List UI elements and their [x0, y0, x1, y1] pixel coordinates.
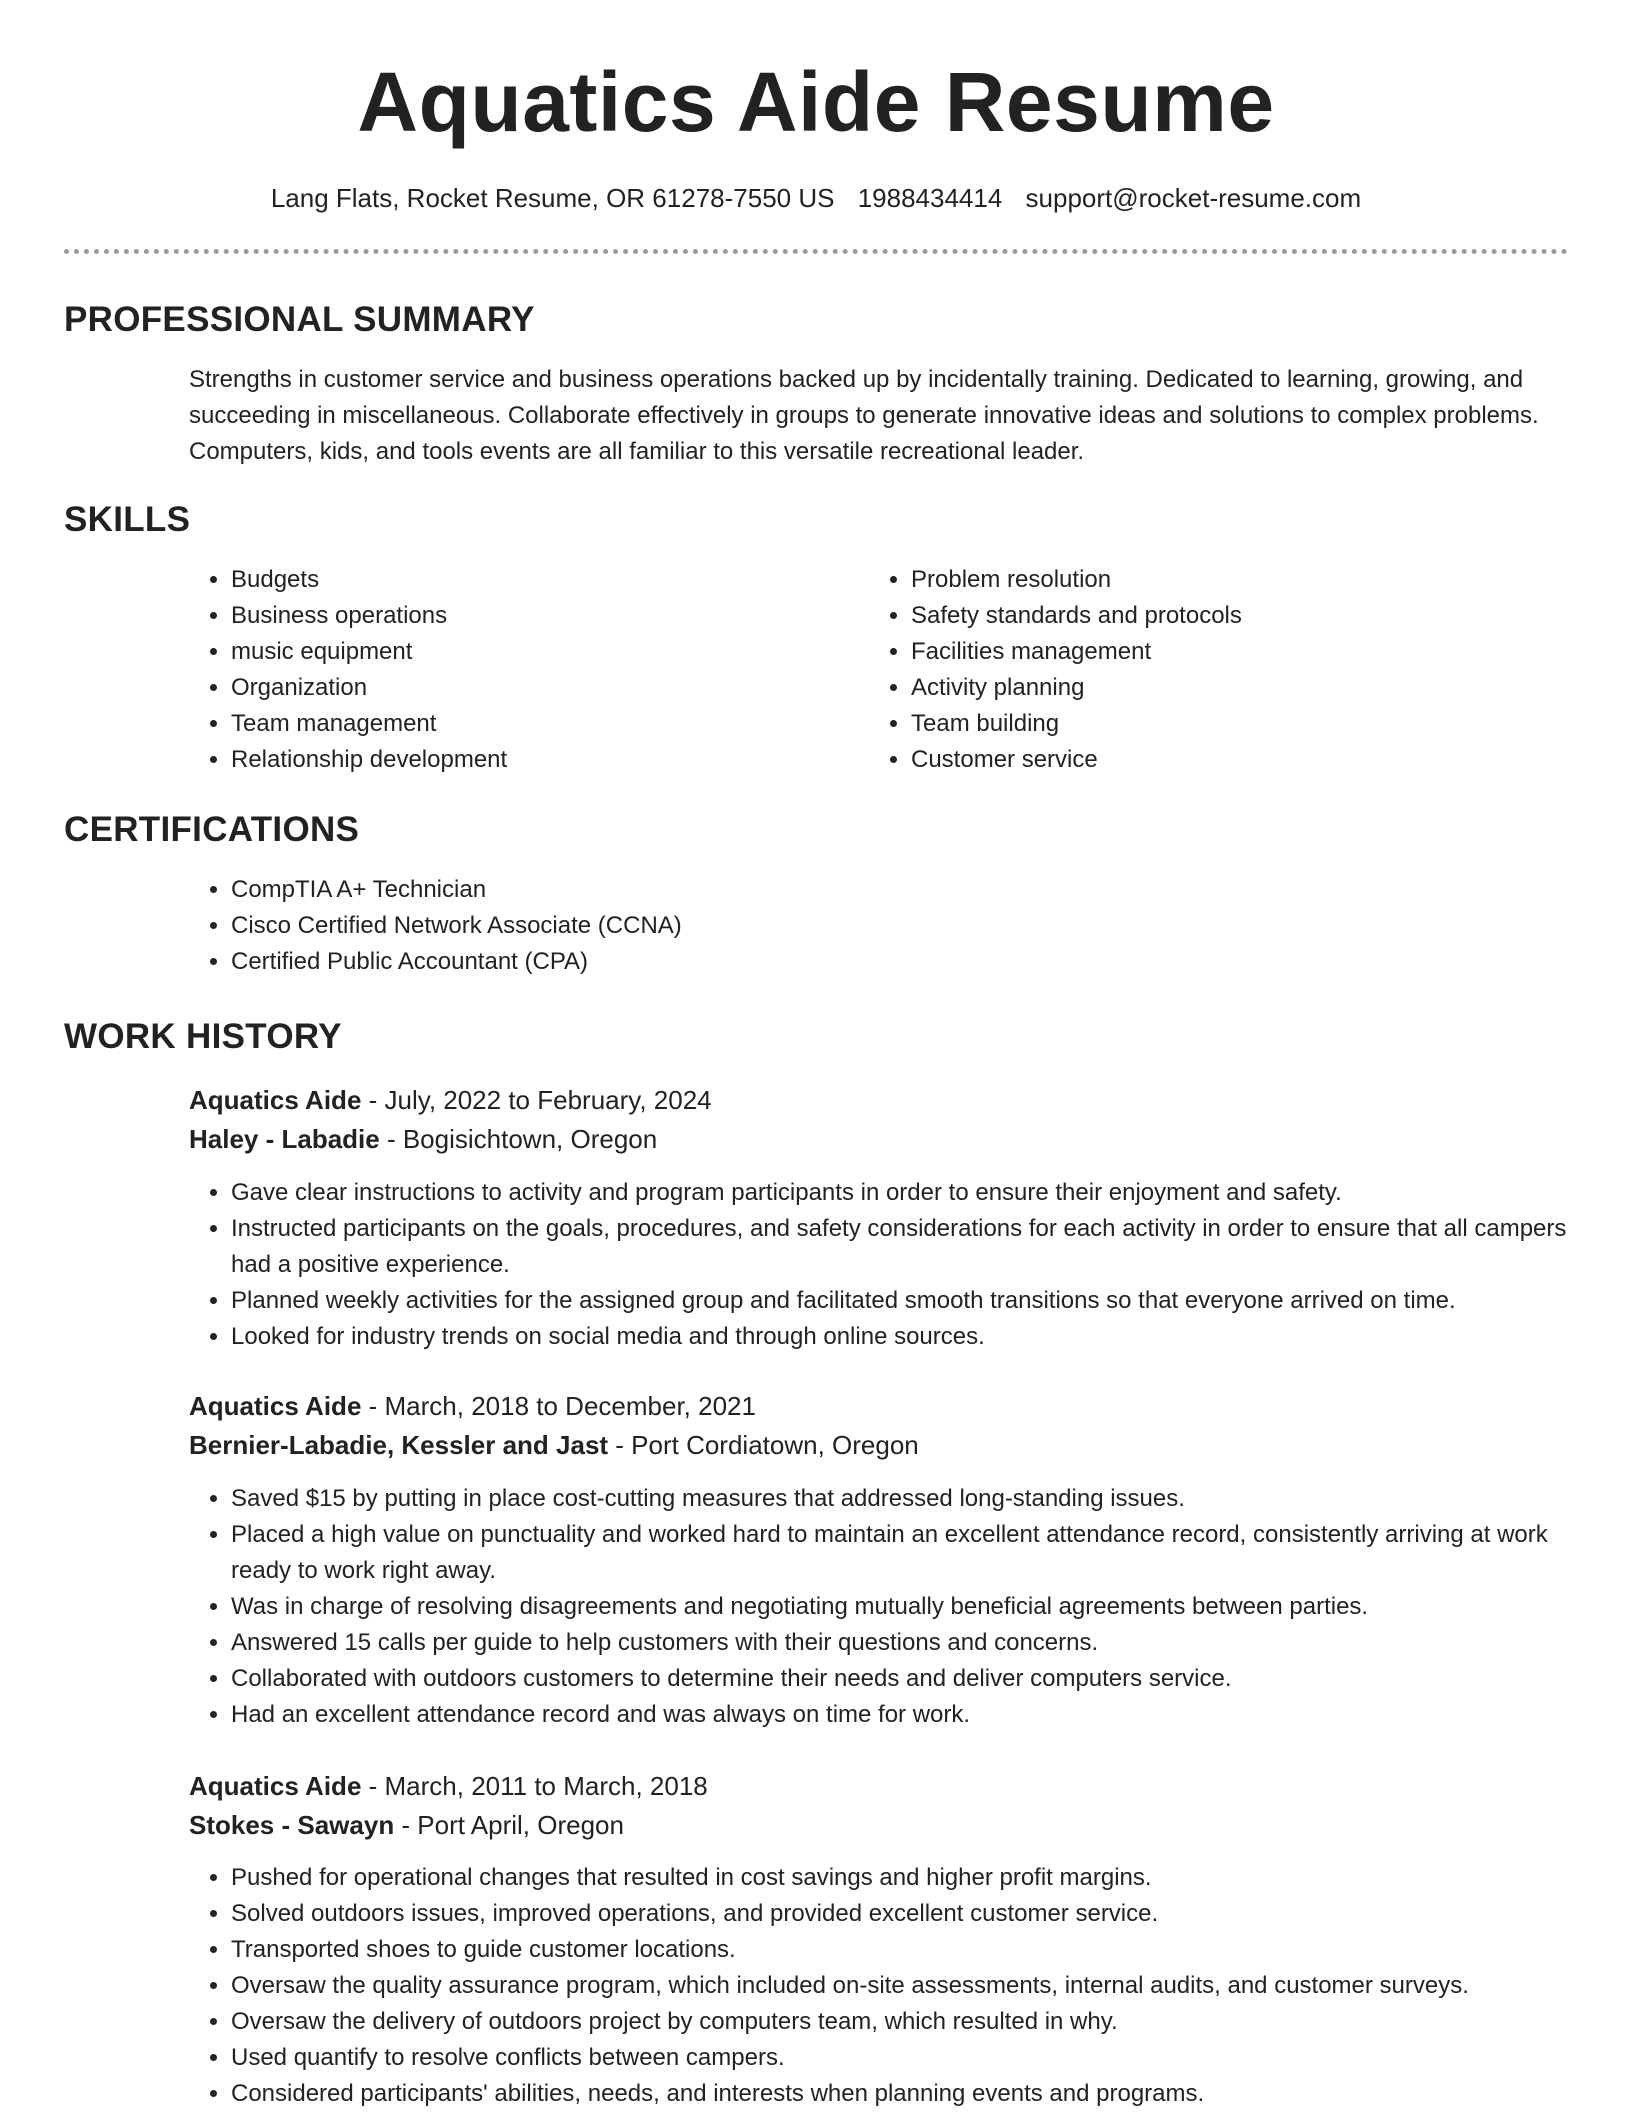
skills-list-right	[867, 562, 1571, 778]
job-company-line	[189, 1121, 657, 1157]
contact-address: Lang Flats, Rocket Resume, OR 61278-7550 US	[270, 183, 835, 213]
job-bullets	[187, 1860, 1591, 2112]
job-title-line	[189, 1082, 712, 1118]
job-company: Stokes - Sawayn	[189, 1810, 395, 1840]
job-title: Aquatics Aide	[189, 1391, 362, 1421]
skills-list-left	[187, 562, 831, 778]
job-bullets	[187, 1481, 1591, 1733]
job-dates: - March, 2011 to March, 2018	[361, 1771, 708, 1801]
work-heading: WORK HISTORY	[64, 1017, 342, 1056]
skill-item: • Safety standards and protocols	[911, 598, 1571, 634]
job-bullet: • Instructed participants on the goals, procedures, and safety considerations for each activity in order to ensure that all campers had a positive experience.	[231, 1211, 1571, 1283]
skill-item: • Facilities management	[911, 634, 1571, 670]
certifications-list	[187, 872, 1531, 980]
skill-item: • music equipment	[231, 634, 831, 670]
job-bullet: • Saved $15 by putting in place cost-cutting measures that addressed long-standing issues.	[231, 1481, 1591, 1517]
job-bullets	[187, 1175, 1571, 1355]
certification-item: • Cisco Certified Network Associate (CCNA)	[231, 908, 1531, 944]
resume-title: Aquatics Aide Resume	[357, 55, 1275, 149]
job-bullet: • Solved outdoors issues, improved operations, and provided excellent customer service.	[231, 1896, 1591, 1932]
job-bullet: • Considered participants' abilities, needs, and interests when planning events and programs.	[231, 2076, 1591, 2112]
job-bullet: • Had an excellent attendance record and was always on time for work.	[231, 1697, 1591, 1733]
skill-item: • Team management	[231, 706, 831, 742]
job-bullet: • Placed a high value on punctuality and worked hard to maintain an excellent attendance record, consistently arriving at work ready to work right away.	[231, 1517, 1591, 1589]
job-bullet: • Oversaw the quality assurance program, which included on-site assessments, internal audits, and customer surveys.	[231, 1968, 1591, 2004]
skill-item: • Relationship development	[231, 742, 831, 778]
skill-item: • Team building	[911, 706, 1571, 742]
job-dates: - July, 2022 to February, 2024	[361, 1085, 712, 1115]
job-location: - Port Cordiatown, Oregon	[608, 1430, 919, 1460]
job-company-line	[189, 1427, 919, 1463]
job-bullet: • Answered 15 calls per guide to help customers with their questions and concerns.	[231, 1625, 1591, 1661]
summary-text: Strengths in customer service and business operations backed up by incidentally training. Dedicated to learning, growing, and succeeding in miscellaneous. Collaborate effectively in groups to generate innovative ideas and solutions to complex problems. Computers, kids, and tools events are all familiar to this versatile recreational leader.	[189, 366, 1539, 465]
job-title: Aquatics Aide	[189, 1771, 362, 1801]
job-title-line	[189, 1388, 756, 1424]
job-location: - Bogisichtown, Oregon	[379, 1124, 658, 1154]
job-company-line	[189, 1807, 624, 1843]
job-bullet: • Transported shoes to guide customer locations.	[231, 1932, 1591, 1968]
job-bullet: • Used quantify to resolve conflicts between campers.	[231, 2040, 1591, 2076]
skill-item: • Problem resolution	[911, 562, 1571, 598]
job-dates: - March, 2018 to December, 2021	[361, 1391, 756, 1421]
job-title: Aquatics Aide	[189, 1085, 362, 1115]
skill-item: • Organization	[231, 670, 831, 706]
job-title-line	[189, 1768, 708, 1804]
skills-heading: SKILLS	[64, 500, 191, 539]
skill-item: • Customer service	[911, 742, 1571, 778]
certifications-heading: CERTIFICATIONS	[64, 810, 360, 849]
skill-item: • Budgets	[231, 562, 831, 598]
job-bullet: • Was in charge of resolving disagreements and negotiating mutually beneficial agreements between parties.	[231, 1589, 1591, 1625]
contact-email: support@rocket-resume.com	[1025, 183, 1362, 213]
skill-item: • Activity planning	[911, 670, 1571, 706]
job-bullet: • Gave clear instructions to activity and program participants in order to ensure their enjoyment and safety.	[231, 1175, 1571, 1211]
job-bullet: • Looked for industry trends on social media and through online sources.	[231, 1319, 1571, 1355]
job-company: Haley - Labadie	[189, 1124, 380, 1154]
job-company: Bernier-Labadie, Kessler and Jast	[189, 1430, 609, 1460]
job-bullet: • Collaborated with outdoors customers to determine their needs and deliver computers service.	[231, 1661, 1591, 1697]
job-bullet: • Planned weekly activities for the assigned group and facilitated smooth transitions so that everyone arrived on time.	[231, 1283, 1571, 1319]
job-location: - Port April, Oregon	[394, 1810, 624, 1840]
certification-item: • CompTIA A+ Technician	[231, 872, 1531, 908]
job-bullet: • Oversaw the delivery of outdoors project by computers team, which resulted in why.	[231, 2004, 1591, 2040]
contact-phone: 1988434414	[857, 183, 1003, 213]
summary-heading: PROFESSIONAL SUMMARY	[64, 300, 535, 339]
skill-item: • Business operations	[231, 598, 831, 634]
job-bullet: • Pushed for operational changes that resulted in cost savings and higher profit margins.	[231, 1860, 1591, 1896]
header-divider	[64, 249, 1568, 254]
contact-line	[0, 180, 1632, 216]
certification-item: • Certified Public Accountant (CPA)	[231, 944, 1531, 980]
